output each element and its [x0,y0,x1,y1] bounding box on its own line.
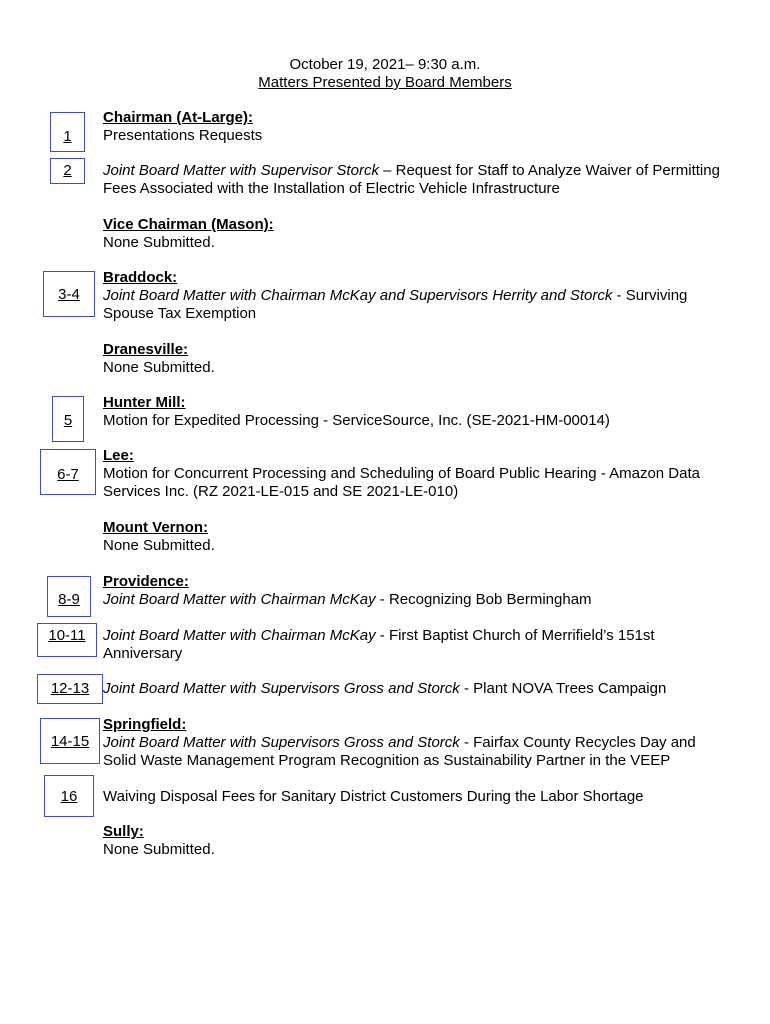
item-text: - First Baptist Church of Merrifield’s 151st Anniversary [103,627,655,662]
item-number-box[interactable] [50,158,85,184]
district-heading: Sully: [103,823,144,840]
item-number: 8-9 [58,591,80,608]
page-subtitle: Matters Presented by Board Members [258,74,512,91]
section-lee [103,447,723,501]
item-number-box[interactable] [37,674,103,704]
district-heading: Braddock: [103,269,178,286]
item-text: None Submitted. [103,537,215,554]
item-italic-text: Joint Board Matter with Chairman McKay and Supervisors Herrity and Storck [103,287,613,304]
section-braddock [103,269,723,323]
item-text: Motion for Expedited Processing - ServiceSource, Inc. (SE-2021-HM-00014) [103,412,610,429]
item-number: 2 [63,162,72,179]
section-dranesville [103,341,723,377]
page-header [0,56,770,92]
item-number: 16 [60,788,78,805]
item-10-11 [103,627,723,663]
district-heading: Mount Vernon: [103,519,208,536]
item-number: 6-7 [57,466,79,483]
item-number-box[interactable] [40,718,100,764]
district-heading: Chairman (At-Large): [103,109,254,126]
item-text: None Submitted. [103,841,215,858]
item-number-box[interactable] [40,449,96,495]
item-text: - Fairfax County Recycles Day and Solid Waste Management Program Recognition as Sustainability Partner in the VEEP [103,734,696,769]
item-number-box[interactable] [37,623,97,657]
section-springfield [103,716,723,770]
item-italic-text: Joint Board Matter with Supervisors Gross and Storck [103,734,460,751]
item-text: None Submitted. [103,234,215,251]
item-12-13 [103,680,723,698]
district-heading: Hunter Mill: [103,394,186,411]
item-text: - Plant NOVA Trees Campaign [459,680,667,697]
item-text: – Request for Staff to Analyze Waiver of Permitting Fees Associated with the Installation of Electric Vehicle Infrastructure [103,162,720,197]
item-text: Presentations Requests [103,127,263,144]
item-text: - Surviving Spouse Tax Exemption [103,287,688,322]
section-vice-chairman [103,216,723,252]
district-heading: Vice Chairman (Mason): [103,216,274,233]
section-providence [103,573,723,609]
item-number: 1 [63,128,72,145]
item-number: 14-15 [50,733,90,750]
item-number-box[interactable] [47,576,91,617]
item-italic-text: Joint Board Matter with Supervisor Storck [103,162,379,179]
item-number-box[interactable] [52,396,84,442]
item-italic-text: Joint Board Matter with Supervisors Gross and Storck [103,680,460,697]
section-sully [103,823,723,859]
item-16 [103,788,723,806]
district-heading: Providence: [103,573,189,590]
item-text: Waiving Disposal Fees for Sanitary District Customers During the Labor Shortage [103,788,644,805]
item-italic-text: Joint Board Matter with Chairman McKay [103,627,376,644]
item-number: 12-13 [50,680,90,697]
section-hunter-mill [103,394,723,430]
district-heading: Dranesville: [103,341,189,358]
section-chairman [103,109,723,145]
item-number: 5 [63,412,73,429]
district-heading: Springfield: [103,716,187,733]
district-heading: Lee: [103,447,134,464]
item-text: None Submitted. [103,359,215,376]
item-2 [103,162,723,198]
item-number-box[interactable] [44,775,94,817]
meeting-date: October 19, 2021– 9:30 a.m. [289,56,481,73]
item-number: 3-4 [58,286,80,303]
item-number-box[interactable] [43,271,95,317]
item-number-box[interactable] [50,112,85,152]
item-number: 10-11 [48,627,86,644]
item-text: Motion for Concurrent Processing and Scheduling of Board Public Hearing - Amazon Data Services Inc. (RZ 2021-LE-015 and SE 2021-LE-010) [103,465,700,500]
section-mount-vernon [103,519,723,555]
item-text: - Recognizing Bob Bermingham [375,591,592,608]
item-italic-text: Joint Board Matter with Chairman McKay [103,591,376,608]
